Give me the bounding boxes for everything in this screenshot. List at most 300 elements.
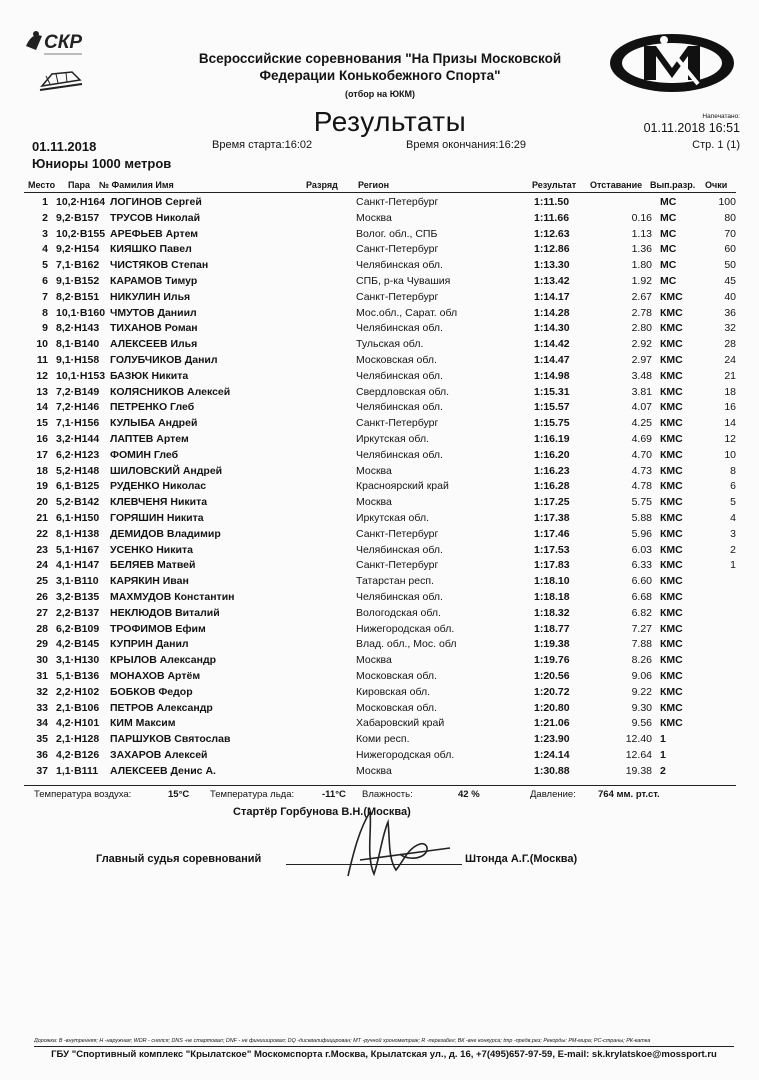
row-place: 11 bbox=[36, 354, 48, 366]
row-points: 50 bbox=[724, 259, 736, 272]
row-result: 1:17.53 bbox=[534, 543, 570, 556]
row-gap: 2.80 bbox=[631, 322, 652, 335]
row-gap: 4.25 bbox=[631, 417, 652, 430]
row-region: Челябинская обл. bbox=[356, 591, 443, 603]
row-pair: 3,2·Н144 bbox=[56, 433, 100, 445]
row-region: Московская обл. bbox=[356, 354, 437, 366]
table-row bbox=[0, 322, 759, 338]
row-place: 1 bbox=[42, 196, 48, 208]
row-region: Москва bbox=[356, 464, 392, 477]
row-place: 37 bbox=[36, 764, 48, 777]
table-row bbox=[0, 401, 759, 417]
row-result: 1:13.30 bbox=[534, 259, 570, 272]
row-pair: 8,1·Н138 bbox=[56, 527, 100, 540]
row-region: Иркутская обл. bbox=[356, 433, 429, 445]
row-gap: 3.48 bbox=[631, 369, 652, 382]
row-name: КУЛЫБА Андрей bbox=[110, 417, 198, 430]
humidity-label: Влажность: bbox=[362, 789, 413, 800]
row-points: 3 bbox=[730, 527, 736, 540]
row-region: Санкт-Петербург bbox=[356, 243, 439, 256]
federation-logo bbox=[608, 32, 736, 94]
row-gap: 4.78 bbox=[631, 480, 652, 493]
row-rank: КМС bbox=[660, 306, 683, 319]
printed-datetime: 01.11.2018 16:51 bbox=[643, 121, 740, 135]
row-result: 1:17.83 bbox=[534, 559, 570, 572]
row-place: 20 bbox=[36, 496, 48, 509]
row-place: 35 bbox=[36, 733, 48, 746]
table-row bbox=[0, 607, 759, 623]
row-pair: 6,1·Н150 bbox=[56, 512, 100, 524]
row-pair: 2,1·Н128 bbox=[56, 733, 100, 746]
row-points: 4 bbox=[730, 512, 736, 524]
row-name: КИЯШКО Павел bbox=[110, 243, 192, 256]
row-pair: 7,2·В149 bbox=[56, 385, 100, 398]
row-place: 21 bbox=[36, 512, 48, 524]
row-gap: 4.70 bbox=[631, 448, 652, 461]
row-rank: 2 bbox=[660, 764, 666, 777]
row-gap: 2.67 bbox=[631, 290, 652, 303]
row-region: Санкт-Петербург bbox=[356, 527, 439, 540]
row-place: 22 bbox=[36, 527, 48, 540]
table-row bbox=[0, 670, 759, 686]
col-header-name: № Фамилия Имя bbox=[99, 180, 174, 190]
row-region: Свердловская обл. bbox=[356, 385, 450, 398]
row-points: 100 bbox=[718, 196, 736, 208]
row-pair: 7,1·Н156 bbox=[56, 417, 100, 430]
row-pair: 9,1·В152 bbox=[56, 275, 100, 287]
row-region: Московская обл. bbox=[356, 670, 437, 682]
row-region: Московская обл. bbox=[356, 701, 437, 714]
row-name: АЛЕКСЕЕВ Илья bbox=[110, 338, 198, 351]
row-name: КАРЯКИН Иван bbox=[110, 575, 189, 588]
row-rank: КМС bbox=[660, 543, 683, 556]
row-name: ЧИСТЯКОВ Степан bbox=[110, 259, 209, 272]
row-place: 30 bbox=[36, 654, 48, 667]
abbreviations-legend: Дорожка: В -внутренняя; Н -наружная; WDR - снялся; DNS -не стартовал; DNF - не финишировал; DQ -дисквалифицирован; МТ -ручной хронометраж; R -перезабег; ВК -вне конкурса; tmp -предв.рез; Рекорды: РМ-мира; РС-страны; РК-катка bbox=[34, 1038, 651, 1044]
row-region: Коми респ. bbox=[356, 733, 410, 746]
row-gap: 1.92 bbox=[631, 275, 652, 287]
row-name: НЕКЛЮДОВ Виталий bbox=[110, 606, 220, 619]
row-pair: 5,2·Н148 bbox=[56, 464, 100, 477]
row-place: 9 bbox=[42, 322, 48, 335]
row-region: Челябинская обл. bbox=[356, 543, 443, 556]
row-region: Челябинская обл. bbox=[356, 401, 443, 414]
page-title: Результаты bbox=[313, 106, 467, 137]
row-rank: КМС bbox=[660, 606, 683, 619]
humidity-value: 42 % bbox=[458, 789, 480, 800]
row-result: 1:17.25 bbox=[534, 496, 570, 509]
row-points: 2 bbox=[730, 543, 736, 556]
row-place: 17 bbox=[36, 448, 48, 461]
row-region: Кировская обл. bbox=[356, 685, 431, 698]
row-name: ШИЛОВСКИЙ Андрей bbox=[110, 464, 223, 477]
row-pair: 2,2·В137 bbox=[56, 606, 100, 619]
row-gap: 9.06 bbox=[631, 670, 652, 682]
row-gap: 7.27 bbox=[631, 622, 652, 635]
row-name: ПАРШУКОВ Святослав bbox=[110, 733, 231, 746]
row-points: 8 bbox=[730, 464, 736, 477]
row-name: ТРУСОВ Николай bbox=[110, 211, 201, 224]
row-points: 28 bbox=[724, 338, 736, 351]
row-rank: КМС bbox=[660, 322, 683, 335]
col-header-points: Очки bbox=[705, 180, 728, 190]
row-points: 1 bbox=[730, 559, 736, 572]
row-points: 36 bbox=[724, 306, 736, 319]
ice-temp-value: -11°C bbox=[322, 789, 346, 800]
row-gap: 6.33 bbox=[631, 559, 652, 572]
table-row bbox=[0, 386, 759, 402]
row-rank: КМС bbox=[660, 401, 683, 414]
table-row bbox=[0, 307, 759, 323]
row-place: 2 bbox=[42, 211, 48, 224]
table-row bbox=[0, 212, 759, 228]
row-points: 14 bbox=[724, 417, 736, 430]
table-row bbox=[0, 654, 759, 670]
row-place: 14 bbox=[36, 401, 48, 414]
table-row bbox=[0, 591, 759, 607]
row-rank: МС bbox=[660, 243, 677, 256]
table-row bbox=[0, 638, 759, 654]
row-result: 1:19.76 bbox=[534, 654, 570, 667]
row-rank: КМС bbox=[660, 591, 683, 603]
row-place: 27 bbox=[36, 606, 48, 619]
row-gap: 2.78 bbox=[631, 306, 652, 319]
row-gap: 6.60 bbox=[631, 575, 652, 588]
row-pair: 2,1·В106 bbox=[56, 701, 100, 714]
row-rank: КМС bbox=[660, 527, 683, 540]
row-region: Вологодская обл. bbox=[356, 606, 441, 619]
row-rank: КМС bbox=[660, 575, 683, 588]
row-result: 1:21.06 bbox=[534, 717, 570, 730]
row-pair: 8,1·В140 bbox=[56, 338, 100, 351]
event-subtitle: (отбор на ЮКМ) bbox=[345, 89, 415, 99]
table-row bbox=[0, 196, 759, 212]
row-gap: 1.36 bbox=[631, 243, 652, 256]
row-result: 1:15.31 bbox=[534, 385, 570, 398]
row-result: 1:14.30 bbox=[534, 322, 570, 335]
table-row bbox=[0, 370, 759, 386]
event-title-line2: Федерации Конькобежного Спорта" bbox=[259, 68, 501, 83]
table-row bbox=[0, 354, 759, 370]
row-gap: 3.81 bbox=[631, 385, 652, 398]
row-gap: 5.96 bbox=[631, 527, 652, 540]
row-result: 1:18.10 bbox=[534, 575, 570, 588]
row-rank: МС bbox=[660, 196, 677, 208]
footer-divider bbox=[34, 1046, 734, 1047]
row-pair: 10,1·Н153 bbox=[56, 369, 106, 382]
row-points: 80 bbox=[724, 211, 736, 224]
row-place: 13 bbox=[36, 385, 48, 398]
row-rank: МС bbox=[660, 275, 677, 287]
row-place: 29 bbox=[36, 638, 48, 651]
row-region: Санкт-Петербург bbox=[356, 290, 439, 303]
row-result: 1:13.42 bbox=[534, 275, 570, 287]
row-points: 16 bbox=[724, 401, 736, 414]
pressure-label: Давление: bbox=[530, 789, 576, 800]
table-row bbox=[0, 338, 759, 354]
row-name: ГОРЯШИН Никита bbox=[110, 512, 204, 524]
row-name: ДЕМИДОВ Владимир bbox=[110, 527, 221, 540]
row-points: 32 bbox=[724, 322, 736, 335]
air-temp-label: Температура воздуха: bbox=[34, 789, 132, 800]
row-pair: 4,1·Н147 bbox=[56, 559, 100, 572]
table-row bbox=[0, 623, 759, 639]
row-rank: КМС bbox=[660, 338, 683, 351]
row-rank: 1 bbox=[660, 749, 666, 761]
row-rank: КМС bbox=[660, 290, 683, 303]
row-region: Влад. обл., Мос. обл bbox=[356, 638, 457, 651]
row-points: 18 bbox=[724, 385, 736, 398]
row-place: 32 bbox=[36, 685, 48, 698]
row-result: 1:11.66 bbox=[534, 211, 570, 224]
row-pair: 9,1·Н158 bbox=[56, 354, 100, 366]
row-gap: 19.38 bbox=[625, 764, 652, 777]
row-rank: МС bbox=[660, 227, 677, 240]
row-place: 19 bbox=[36, 480, 48, 493]
row-pair: 3,1·В110 bbox=[56, 575, 99, 588]
row-pair: 10,2·Н164 bbox=[56, 196, 106, 208]
table-row bbox=[0, 717, 759, 733]
row-rank: КМС bbox=[660, 622, 683, 635]
row-rank: КМС bbox=[660, 670, 683, 682]
row-pair: 3,2·В135 bbox=[56, 591, 100, 603]
table-row bbox=[0, 749, 759, 765]
table-row bbox=[0, 465, 759, 481]
row-region: Санкт-Петербург bbox=[356, 417, 439, 430]
row-points: 6 bbox=[730, 480, 736, 493]
table-row bbox=[0, 496, 759, 512]
row-result: 1:14.28 bbox=[534, 306, 570, 319]
row-pair: 7,1·В162 bbox=[56, 259, 100, 272]
row-place: 16 bbox=[36, 433, 48, 445]
row-gap: 9.56 bbox=[631, 717, 652, 730]
row-rank: КМС bbox=[660, 369, 683, 382]
event-title bbox=[170, 50, 590, 103]
row-rank: КМС bbox=[660, 717, 683, 730]
row-rank: КМС bbox=[660, 417, 683, 430]
row-result: 1:17.38 bbox=[534, 512, 570, 524]
table-row bbox=[0, 291, 759, 307]
row-result: 1:14.17 bbox=[534, 290, 570, 303]
row-region: Красноярский край bbox=[356, 480, 449, 493]
table-row bbox=[0, 433, 759, 449]
row-gap: 4.73 bbox=[631, 464, 652, 477]
row-place: 6 bbox=[42, 275, 48, 287]
row-pair: 4,2·Н101 bbox=[56, 717, 100, 730]
row-rank: МС bbox=[660, 211, 677, 224]
row-pair: 9,2·Н154 bbox=[56, 243, 100, 256]
row-points: 12 bbox=[724, 433, 736, 445]
row-place: 18 bbox=[36, 464, 48, 477]
row-pair: 1,1·В111 bbox=[56, 764, 99, 777]
row-pair: 6,1·В125 bbox=[56, 480, 100, 493]
header-divider bbox=[24, 192, 736, 193]
col-header-place: Место bbox=[28, 180, 56, 190]
col-header-result: Результат bbox=[532, 180, 577, 190]
row-name: АРЕФЬЕВ Артем bbox=[110, 227, 199, 240]
page-number: Стр. 1 (1) bbox=[692, 139, 740, 151]
row-result: 1:20.80 bbox=[534, 701, 570, 714]
row-result: 1:16.20 bbox=[534, 448, 570, 461]
row-name: АЛЕКСЕЕВ Денис А. bbox=[110, 764, 216, 777]
row-result: 1:12.86 bbox=[534, 243, 570, 256]
table-row bbox=[0, 702, 759, 718]
row-pair: 7,2·Н146 bbox=[56, 401, 100, 414]
table-row bbox=[0, 228, 759, 244]
row-name: ГОЛУБЧИКОВ Данил bbox=[110, 354, 218, 366]
row-name: МОНАХОВ Артём bbox=[110, 670, 201, 682]
row-gap: 6.68 bbox=[631, 591, 652, 603]
row-name: УСЕНКО Никита bbox=[110, 543, 193, 556]
col-header-pair: Пара bbox=[68, 180, 90, 190]
row-place: 25 bbox=[36, 575, 48, 588]
table-row bbox=[0, 417, 759, 433]
row-place: 7 bbox=[42, 290, 48, 303]
row-place: 15 bbox=[36, 417, 48, 430]
row-rank: 1 bbox=[660, 733, 666, 746]
row-gap: 4.69 bbox=[631, 433, 652, 445]
col-header-grade: Разряд bbox=[306, 180, 338, 190]
row-name: ТИХАНОВ Роман bbox=[110, 322, 198, 335]
row-name: МАХМУДОВ Константин bbox=[110, 591, 235, 603]
table-row bbox=[0, 243, 759, 259]
end-time: Время окончания:16:29 bbox=[406, 139, 527, 151]
row-result: 1:16.19 bbox=[534, 433, 570, 445]
row-gap: 12.64 bbox=[625, 749, 652, 761]
table-row bbox=[0, 275, 759, 291]
row-result: 1:18.32 bbox=[534, 606, 570, 619]
table-row bbox=[0, 528, 759, 544]
organizer-line: ГБУ "Спортивный комплекс "Крылатское" Москомспорта г.Москва, Крылатская ул., д. 16, +7(495)657-97-59, E-mail: sk.krylatskoe@mossport.ru bbox=[51, 1049, 717, 1060]
row-region: Татарстан респ. bbox=[356, 575, 434, 588]
row-name: РУДЕНКО Николас bbox=[110, 480, 207, 493]
skr-logo-text: СКР bbox=[44, 32, 83, 53]
row-rank: КМС bbox=[660, 448, 683, 461]
row-gap: 2.92 bbox=[631, 338, 652, 351]
row-gap: 1.13 bbox=[631, 227, 652, 240]
row-place: 24 bbox=[36, 559, 48, 572]
row-region: Тульская обл. bbox=[356, 338, 424, 351]
row-region: Челябинская обл. bbox=[356, 369, 443, 382]
row-name: ФОМИН Глеб bbox=[110, 448, 179, 461]
row-gap: 4.07 bbox=[631, 401, 652, 414]
pressure-value: 764 мм. рт.ст. bbox=[598, 789, 660, 800]
row-result: 1:14.42 bbox=[534, 338, 570, 351]
row-rank: КМС bbox=[660, 638, 683, 651]
row-rank: КМС bbox=[660, 496, 683, 509]
row-pair: 3,1·Н130 bbox=[56, 654, 100, 667]
row-gap: 12.40 bbox=[625, 733, 652, 746]
row-place: 36 bbox=[36, 749, 48, 761]
row-rank: КМС bbox=[660, 433, 683, 445]
row-pair: 8,2·Н143 bbox=[56, 322, 100, 335]
table-row bbox=[0, 765, 759, 781]
row-rank: КМС bbox=[660, 701, 683, 714]
competition-date: 01.11.2018 bbox=[32, 139, 97, 154]
row-name: БЕЛЯЕВ Матвей bbox=[110, 559, 196, 572]
row-region: Нижегородская обл. bbox=[356, 749, 455, 761]
row-pair: 9,2·В157 bbox=[56, 211, 100, 224]
row-result: 1:12.63 bbox=[534, 227, 570, 240]
row-place: 23 bbox=[36, 543, 48, 556]
row-points: 5 bbox=[730, 496, 736, 509]
row-points: 60 bbox=[724, 243, 736, 256]
row-rank: КМС bbox=[660, 385, 683, 398]
row-region: Волог. обл., СПБ bbox=[356, 227, 438, 240]
row-result: 1:30.88 bbox=[534, 764, 570, 777]
row-name: ЧМУТОВ Даниил bbox=[110, 306, 197, 319]
handwritten-signature bbox=[330, 800, 460, 880]
row-place: 33 bbox=[36, 701, 48, 714]
row-result: 1:24.14 bbox=[534, 749, 570, 761]
row-rank: КМС bbox=[660, 512, 683, 524]
row-name: КУПРИН Данил bbox=[110, 638, 189, 651]
table-row bbox=[0, 259, 759, 275]
row-rank: КМС bbox=[660, 559, 683, 572]
table-row bbox=[0, 686, 759, 702]
row-name: НИКУЛИН Илья bbox=[110, 290, 191, 303]
row-region: Мос.обл., Сарат. обл bbox=[356, 306, 458, 319]
col-header-gap: Отставание bbox=[590, 180, 643, 190]
row-pair: 2,2·Н102 bbox=[56, 685, 100, 698]
row-place: 5 bbox=[42, 259, 48, 272]
row-region: Санкт-Петербург bbox=[356, 196, 439, 208]
row-region: Челябинская обл. bbox=[356, 259, 443, 272]
row-gap: 6.03 bbox=[631, 543, 652, 556]
row-points: 24 bbox=[724, 354, 736, 366]
row-pair: 6,2·Н123 bbox=[56, 448, 100, 461]
air-temp-value: 15°C bbox=[168, 789, 190, 800]
row-result: 1:11.50 bbox=[534, 196, 570, 208]
row-rank: КМС bbox=[660, 464, 683, 477]
row-name: БОБКОВ Федор bbox=[110, 685, 193, 698]
row-place: 3 bbox=[42, 227, 48, 240]
row-result: 1:14.98 bbox=[534, 369, 570, 382]
start-time: Время старта:16:02 bbox=[212, 139, 313, 151]
row-points: 21 bbox=[724, 369, 736, 382]
row-region: Санкт-Петербург bbox=[356, 559, 439, 572]
row-result: 1:16.28 bbox=[534, 480, 570, 493]
chief-judge-name: Штонда А.Г.(Москва) bbox=[465, 853, 578, 865]
row-name: КРЫЛОВ Александр bbox=[110, 654, 217, 667]
table-row bbox=[0, 575, 759, 591]
row-gap: 0.16 bbox=[631, 211, 652, 224]
table-row bbox=[0, 480, 759, 496]
printed-label: Напечатано: bbox=[702, 113, 740, 120]
row-gap: 5.75 bbox=[631, 496, 652, 509]
row-place: 8 bbox=[42, 306, 48, 319]
row-points: 10 bbox=[724, 448, 736, 461]
skr-logo bbox=[22, 26, 102, 100]
row-region: Москва bbox=[356, 764, 392, 777]
row-pair: 5,1·Н167 bbox=[56, 543, 100, 556]
row-pair: 10,2·В155 bbox=[56, 227, 106, 240]
row-region: Москва bbox=[356, 654, 392, 667]
row-result: 1:14.47 bbox=[534, 354, 570, 366]
row-gap: 6.82 bbox=[631, 606, 652, 619]
row-pair: 5,1·В136 bbox=[56, 670, 100, 682]
row-pair: 10,1·В160 bbox=[56, 306, 106, 319]
row-gap: 5.88 bbox=[631, 512, 652, 524]
table-row bbox=[0, 559, 759, 575]
row-gap: 9.22 bbox=[631, 685, 652, 698]
row-name: ЛАПТЕВ Артем bbox=[110, 433, 189, 445]
row-result: 1:17.46 bbox=[534, 527, 570, 540]
chief-judge-label: Главный судья соревнований bbox=[96, 853, 262, 865]
row-result: 1:16.23 bbox=[534, 464, 570, 477]
row-place: 10 bbox=[36, 338, 48, 351]
row-result: 1:23.90 bbox=[534, 733, 570, 746]
